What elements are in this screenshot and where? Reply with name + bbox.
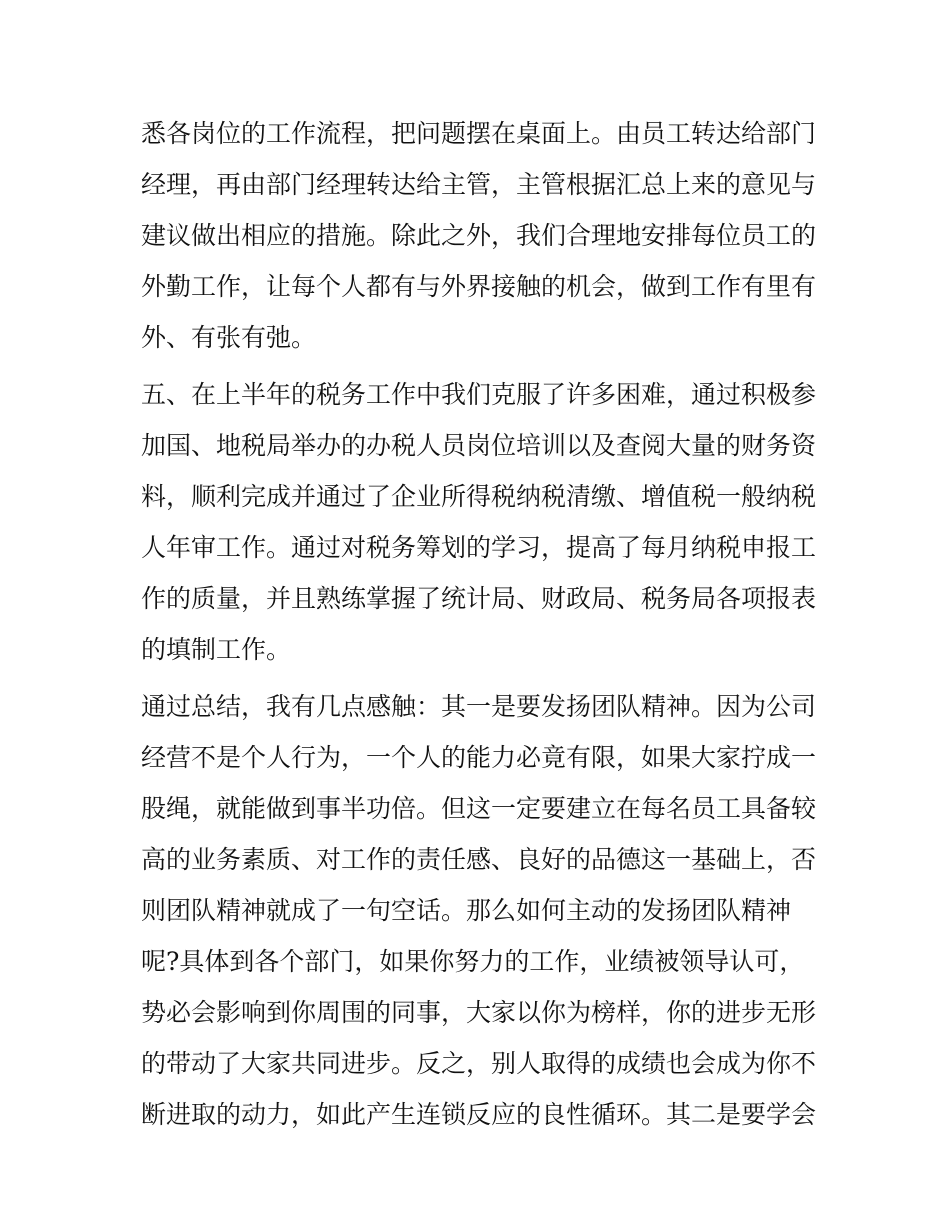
- text-line: 的带动了大家共同进步。反之，别人取得的成绩也会成为你不: [141, 1049, 817, 1078]
- text-line: 经理，再由部门经理转达给主管，主管根据汇总上来的意见与: [141, 170, 817, 199]
- text-line: 的填制工作。: [141, 635, 292, 664]
- text-line: 外、有张有弛。: [141, 323, 317, 352]
- text-line: 加国、地税局举办的办税人员岗位培训以及查阅大量的财务资: [141, 431, 817, 460]
- text-line: 势必会影响到你周围的同事，大家以你为榜样，你的进步无形: [141, 998, 817, 1027]
- paragraph-start-line: 通过总结，我有几点感触：其一是要发扬团队精神。因为公司: [141, 692, 817, 721]
- text-line: 外勤工作，让每个人都有与外界接触的机会，做到工作有里有: [141, 272, 817, 301]
- text-line: 人年审工作。通过对税务筹划的学习，提高了每月纳税申报工: [141, 533, 817, 562]
- text-line: 股绳，就能做到事半功倍。但这一定要建立在每名员工具备较: [141, 794, 817, 823]
- text-line: 则团队精神就成了一句空话。那么如何主动的发扬团队精神: [141, 896, 792, 925]
- text-line: 料，顺利完成并通过了企业所得税纳税清缴、增值税一般纳税: [141, 482, 817, 511]
- document-body: [141, 108, 821, 1140]
- text-line: 高的业务素质、对工作的责任感、良好的品德这一基础上，否: [141, 845, 817, 874]
- text-line: 作的质量，并且熟练掌握了统计局、财政局、税务局各项报表: [141, 584, 817, 613]
- paragraph-start-line: 五、在上半年的税务工作中我们克服了许多困难，通过积极参: [141, 380, 817, 409]
- text-line: 悉各岗位的工作流程，把问题摆在桌面上。由员工转达给部门: [141, 119, 817, 148]
- text-line: 建议做出相应的措施。除此之外，我们合理地安排每位员工的: [141, 221, 817, 250]
- text-line: 呢?具体到各个部门，如果你努力的工作，业绩被领导认可，: [141, 947, 805, 976]
- text-line: 经营不是个人行为，一个人的能力必竟有限，如果大家拧成一: [141, 743, 817, 772]
- text-line: 断进取的动力，如此产生连锁反应的良性循环。其二是要学会: [141, 1100, 817, 1129]
